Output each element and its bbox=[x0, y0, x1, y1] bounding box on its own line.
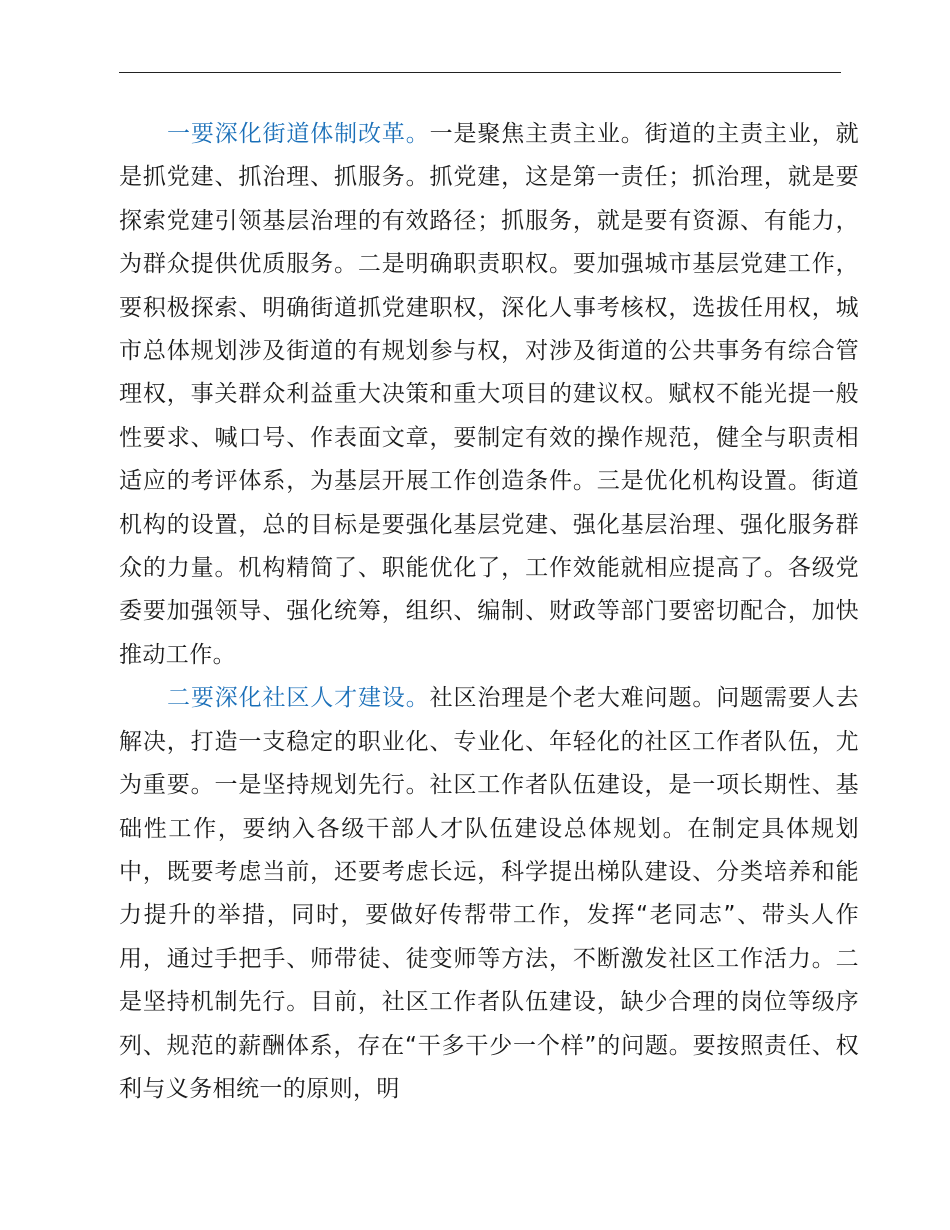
document-body bbox=[119, 113, 859, 1111]
header-rule bbox=[119, 72, 841, 73]
paragraph-street-reform bbox=[119, 113, 859, 677]
paragraph-lead-heading: 一要深化街道体制改革。 bbox=[167, 121, 430, 147]
paragraph-community-talent bbox=[119, 677, 859, 1111]
paragraph-body-text: 一是聚焦主责主业。街道的主责主业，就是抓党建、抓治理、抓服务。抓党建，这是第一责任；抓治理，就是要探索党建引领基层治理的有效路径；抓服务，就是要有资源、有能力，为群众提供优质服务。二是明确职责职权。要加强城市基层党建工作，要积极探索、明确街道抓党建职权，深化人事考核权，选拔任用权，城市总体规划涉及街道的有规划参与权，对涉及街道的公共事务有综合管理权，事关群众利益重大决策和重大项目的建议权。赋权不能光提一般性要求、喊口号、作表面文章，要制定有效的操作规范，健全与职责相适应的考评体系，为基层开展工作创造条件。三是优化机构设置。街道机构的设置，总的目标是要强化基层党建、强化基层治理、强化服务群众的力量。机构精简了、职能优化了，工作效能就相应提高了。各级党委要加强领导、强化统筹，组织、编制、财政等部门要密切配合，加快推动工作。 bbox=[119, 121, 860, 668]
paragraph-body-text: 社区治理是个老大难问题。问题需要人去解决，打造一支稳定的职业化、专业化、年轻化的社区工作者队伍，尤为重要。一是坚持规划先行。社区工作者队伍建设，是一项长期性、基础性工作，要纳入各级干部人才队伍建设总体规划。在制定具体规划中，既要考虑当前，还要考虑长远，科学提出梯队建设、分类培养和能力提升的举措，同时，要做好传帮带工作，发挥“老同志”、带头人作用，通过手把手、师带徒、徒变师等方法，不断激发社区工作活力。二是坚持机制先行。目前，社区工作者队伍建设，缺少合理的岗位等级序列、规范的薪酬体系，存在“干多干少一个样”的问题。要按照责任、权利与义务相统一的原则，明 bbox=[119, 685, 860, 1102]
paragraph-lead-heading: 二要深化社区人才建设。 bbox=[167, 685, 430, 712]
